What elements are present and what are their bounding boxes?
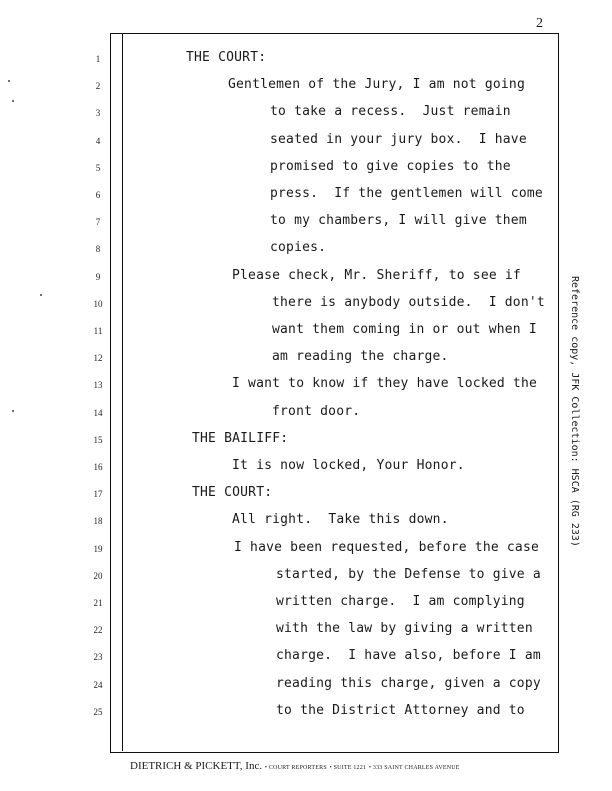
transcript-line: THE COURT:	[192, 485, 273, 501]
transcript-line: copies.	[270, 240, 327, 256]
line-number: 16	[93, 462, 103, 472]
transcript-line: It is now locked, Your Honor.	[232, 458, 465, 473]
transcript-line: press. If the gentlemen will come	[270, 186, 543, 201]
line-number: 1	[95, 54, 101, 64]
line-number: 17	[93, 489, 103, 500]
transcript-line: to my chambers, I will give them	[270, 213, 527, 229]
transcript-line: I have been requested, before the case	[234, 539, 540, 555]
transcript-line: THE BAILIFF:	[192, 430, 289, 446]
transcript-line: I want to know if they have locked the	[232, 376, 538, 392]
transcript-line: All right. Take this down.	[232, 512, 449, 528]
line-number: 13	[93, 380, 103, 391]
scan-speck	[8, 80, 10, 82]
transcript-line: am reading the charge.	[272, 349, 449, 365]
transcript-line: to the District Attorney and to	[276, 702, 525, 718]
footer-address: 333 SAINT CHARLES AVENUE	[372, 765, 460, 771]
scan-speck	[12, 100, 14, 102]
transcript-line: front door.	[272, 403, 361, 419]
line-number: 14	[93, 407, 103, 418]
transcript-line: started, by the Defense to give a	[276, 566, 541, 582]
transcript-line: written charge. I am complying	[276, 594, 525, 609]
margin-rule	[122, 33, 123, 751]
line-number: 24	[93, 679, 103, 690]
transcript-line: reading this charge, given a copy	[276, 675, 541, 691]
footer: DIETRICH & PICKETT, Inc. • COURT REPORTERS • SUITE 1221 • 333 SAINT CHARLES AVENUE	[130, 760, 460, 772]
transcript-line: promised to give copies to the	[270, 158, 511, 174]
footer-service: COURT REPORTERS	[268, 765, 327, 771]
transcript-line: Please check, Mr. Sheriff, to see if	[232, 267, 521, 283]
reference-stamp: Reference copy, JFK Collection: HSCA (RG 233)	[569, 276, 580, 547]
footer-suite: SUITE 1221	[333, 765, 367, 771]
line-number: 25	[93, 706, 103, 717]
line-number: 15	[93, 434, 103, 445]
transcript-line: there is anybody outside. I don't	[272, 294, 545, 310]
line-number: 10	[93, 298, 103, 309]
line-number: 4	[95, 135, 101, 146]
line-number: 2	[95, 81, 101, 92]
line-number: 7	[95, 217, 101, 228]
line-number: 8	[95, 244, 101, 255]
line-number: 22	[93, 625, 103, 636]
transcript-line: seated in your jury box. I have	[270, 131, 527, 147]
line-number: 6	[95, 190, 101, 200]
line-number: 5	[95, 162, 101, 173]
scan-speck	[40, 294, 42, 296]
footer-company: DIETRICH & PICKETT, Inc.	[130, 760, 263, 772]
line-number: 20	[93, 570, 103, 581]
transcript-line: with the law by giving a written	[276, 621, 533, 637]
page-number: 2	[536, 16, 543, 31]
line-number: 3	[95, 108, 101, 119]
line-number: 23	[93, 652, 103, 663]
line-number: 19	[93, 543, 103, 554]
scan-speck	[12, 410, 14, 412]
transcript-line: want them coming in or out when I	[272, 322, 537, 337]
transcript-line: to take a recess. Just remain	[270, 104, 511, 120]
line-number: 12	[93, 353, 103, 364]
line-number: 9	[95, 271, 101, 282]
transcript-line: Gentlemen of the Jury, I am not going	[228, 77, 525, 93]
line-number: 11	[93, 326, 103, 336]
transcript-line: charge. I have also, before I am	[276, 648, 541, 664]
line-number: 18	[93, 516, 103, 527]
transcript-line: THE COURT:	[186, 50, 267, 65]
line-number: 21	[93, 598, 103, 608]
